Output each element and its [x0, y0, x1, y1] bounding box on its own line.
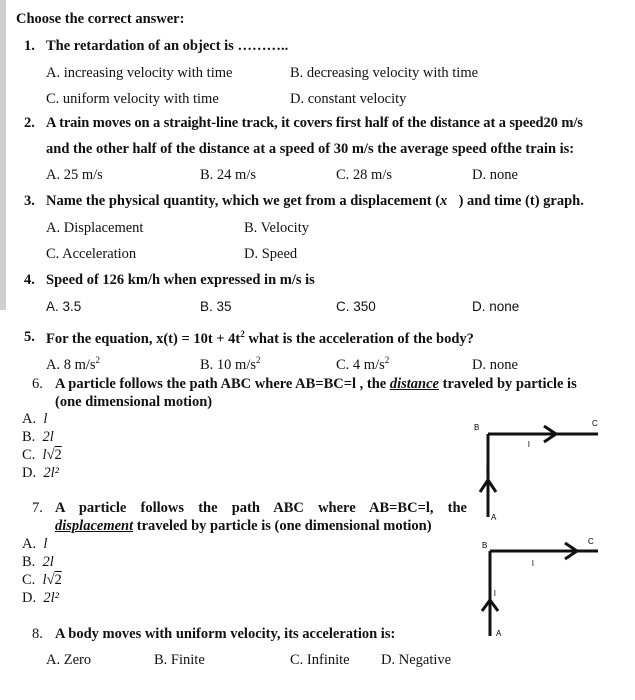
vector-x-symbol: x⃗	[440, 193, 459, 209]
question-8-option-d[interactable]: D. Negative	[381, 652, 452, 668]
question-4-number: 4.	[24, 272, 35, 288]
question-1-number: 1.	[24, 38, 35, 54]
question-4-option-c[interactable]: C. 350	[336, 299, 376, 314]
path-diagram-q6	[468, 412, 608, 522]
question-5-option-a[interactable]: A. 8 $m/s^2$	[46, 355, 101, 373]
question-6-option-a[interactable]: A. l	[22, 411, 48, 427]
question-2-option-c[interactable]: C. 28 m/s	[336, 167, 392, 183]
question-3-option-b[interactable]: B. Velocity	[244, 220, 309, 236]
question-8-number: 8.	[32, 626, 43, 642]
question-1-text: The retardation of an object is ………..	[46, 38, 289, 54]
question-2-text-line2: and the other half of the distance at a speed of 30 m/s the average speed ofthe train is:	[46, 141, 575, 157]
question-7-number: 7.	[32, 500, 43, 516]
label-ab-length: l	[486, 466, 488, 475]
question-1-option-c[interactable]: C. uniform velocity with time	[46, 91, 219, 107]
question-6-option-c[interactable]: C. l√2	[22, 447, 62, 463]
label-b: B	[482, 541, 488, 550]
distance-emphasis: distance	[389, 376, 439, 392]
label-bc-length: l	[528, 440, 530, 449]
question-1-option-b[interactable]: B. decreasing velocity with time	[290, 65, 479, 81]
question-6-number: 6.	[32, 376, 43, 392]
question-5-option-c[interactable]: C. 4 $m/s^2$	[336, 355, 390, 373]
question-2-option-d[interactable]: D. none	[472, 167, 518, 183]
question-4-option-b[interactable]: B. 35	[200, 299, 232, 314]
question-7-text-line2: displacement traveled by particle is (one dimensional motion)	[55, 518, 432, 534]
question-7-option-c[interactable]: C. l√2	[22, 572, 62, 588]
page-margin-bar	[0, 0, 6, 310]
question-1-option-a[interactable]: A. increasing velocity with time	[46, 65, 233, 81]
path-diagram-q7	[470, 536, 610, 646]
question-5-option-b[interactable]: B. 10 $m/s^2$	[200, 355, 261, 373]
question-7-option-a[interactable]: A. l	[22, 536, 48, 552]
question-6-option-d[interactable]: D. 2l²	[22, 465, 59, 481]
question-7-option-d[interactable]: D. 2l²	[22, 590, 59, 606]
label-c: C	[588, 537, 594, 546]
question-1-option-d[interactable]: D. constant velocity	[290, 91, 407, 107]
label-b: B	[474, 423, 480, 432]
label-a: A	[491, 513, 497, 522]
question-8-option-a[interactable]: A. Zero	[46, 652, 92, 668]
question-8-option-c[interactable]: C. Infinite	[290, 652, 350, 668]
question-2-text-line1: A train moves on a straight-line track, it covers first half of the distance at a speed20 m/s	[46, 115, 583, 131]
question-7-option-b[interactable]: B. 2l	[22, 554, 54, 570]
instruction-header: Choose the correct answer:	[16, 11, 185, 27]
question-6-text-line2: (one dimensional motion)	[55, 394, 213, 410]
question-6-option-b[interactable]: B. 2l	[22, 429, 54, 445]
question-6-text-line1: A particle follows the path ABC where AB=BC=l , the distance traveled by particle is	[55, 376, 577, 392]
question-8-option-b[interactable]: B. Finite	[154, 652, 205, 668]
question-2-option-b[interactable]: B. 24 m/s	[200, 167, 256, 183]
label-ab-length: l	[494, 589, 496, 598]
label-a: A	[496, 629, 502, 638]
question-4-option-a[interactable]: A. 3.5	[46, 299, 82, 314]
question-5-option-d[interactable]: D. none	[472, 356, 518, 373]
question-7-text-line1: A particle follows the path ABC where AB=BC=l, the	[55, 500, 467, 516]
question-3-option-a[interactable]: A. Displacement	[46, 220, 144, 236]
question-5-number: 5.	[24, 329, 35, 345]
question-3-option-d[interactable]: D. Speed	[244, 246, 298, 262]
question-3-text: Name the physical quantity, which we get from a displacement (x⃗) and time (t) graph.	[46, 193, 584, 209]
question-2-option-a[interactable]: A. 25 m/s	[46, 167, 103, 183]
displacement-emphasis: displacement	[55, 518, 134, 534]
label-c: C	[592, 419, 598, 428]
question-4-option-d[interactable]: D. none	[472, 299, 520, 314]
label-bc-length: l	[532, 559, 534, 568]
question-4-text: Speed of 126 km/h when expressed in m/s is	[46, 272, 315, 288]
question-3-option-c[interactable]: C. Acceleration	[46, 246, 137, 262]
question-2-number: 2.	[24, 115, 35, 131]
question-8-text: A body moves with uniform velocity, its acceleration is:	[55, 626, 396, 642]
question-3-number: 3.	[24, 193, 35, 209]
question-5-text: For the equation, $x(t) = 10t + 4t^2$ what is the acceleration of the body?	[46, 329, 474, 347]
